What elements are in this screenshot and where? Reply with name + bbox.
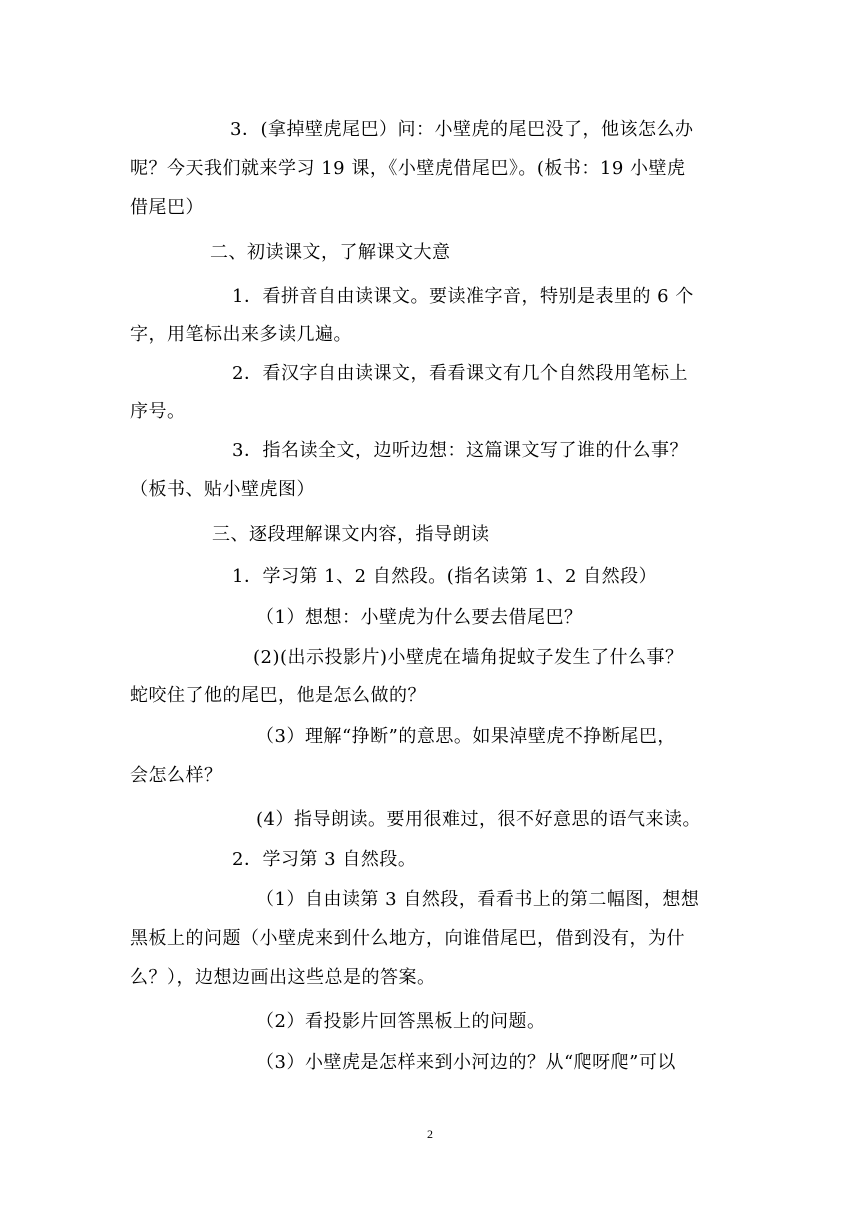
section-heading: 二、初读课文，了解课文大意 [210, 242, 451, 263]
text-line: 1．看拼音自由读课文。要读准字音，特别是表里的 6 个 [232, 286, 694, 307]
text-line: 字，用笔标出来多读几遍。 [130, 324, 352, 345]
text-line: 序号。 [130, 401, 186, 422]
text-line: 1．学习第 1、2 自然段。(指名读第 1、2 自然段） [232, 566, 658, 587]
text-line: (2)(出示投影片)小壁虎在墙角捉蚊子发生了什么事？ [253, 647, 684, 668]
text-line: (4）指导朗读。要用很难过，很不好意思的语气来读。 [256, 809, 701, 830]
text-line: （板书、贴小壁虎图） [130, 479, 315, 500]
text-line: （1）想想：小壁虎为什么要去借尾巴？ [256, 607, 583, 628]
text-line: （2）看投影片回答黑板上的问题。 [256, 1011, 546, 1032]
page-number: 2 [427, 1127, 433, 1141]
text-line: 3．指名读全文，边听边想：这篇课文写了谁的什么事？ [232, 440, 688, 461]
text-line: 黑板上的问题（小壁虎来到什么地方，向谁借尾巴，借到没有，为什 [130, 928, 685, 949]
text-line: 蛇咬住了他的尾巴，他是怎么做的？ [130, 685, 426, 706]
text-line: 呢？今天我们就来学习 19 课，《小壁虎借尾巴》。(板书：19 小壁虎 [130, 158, 686, 179]
text-line: 么？），边想边画出这些总是的答案。 [130, 967, 436, 988]
text-line: 会怎么样？ [130, 765, 223, 786]
text-line: （3）小壁虎是怎样来到小河边的？从“爬呀爬”可以 [256, 1052, 676, 1073]
text-line: 2．看汉字自由读课文，看看课文有几个自然段用笔标上 [232, 363, 688, 384]
section-heading: 三、逐段理解课文内容，指导朗读 [212, 524, 490, 545]
text-line: （1）自由读第 3 自然段，看看书上的第二幅图，想想 [256, 889, 700, 910]
text-line: （3）理解“挣断”的意思。如果淖壁虎不挣断尾巴， [256, 726, 676, 747]
text-line: 3．(拿掉壁虎尾巴）问：小壁虎的尾巴没了，他该怎么办 [230, 119, 694, 140]
text-line: 2．学习第 3 自然段。 [232, 849, 417, 870]
text-line: 借尾巴） [130, 197, 204, 218]
